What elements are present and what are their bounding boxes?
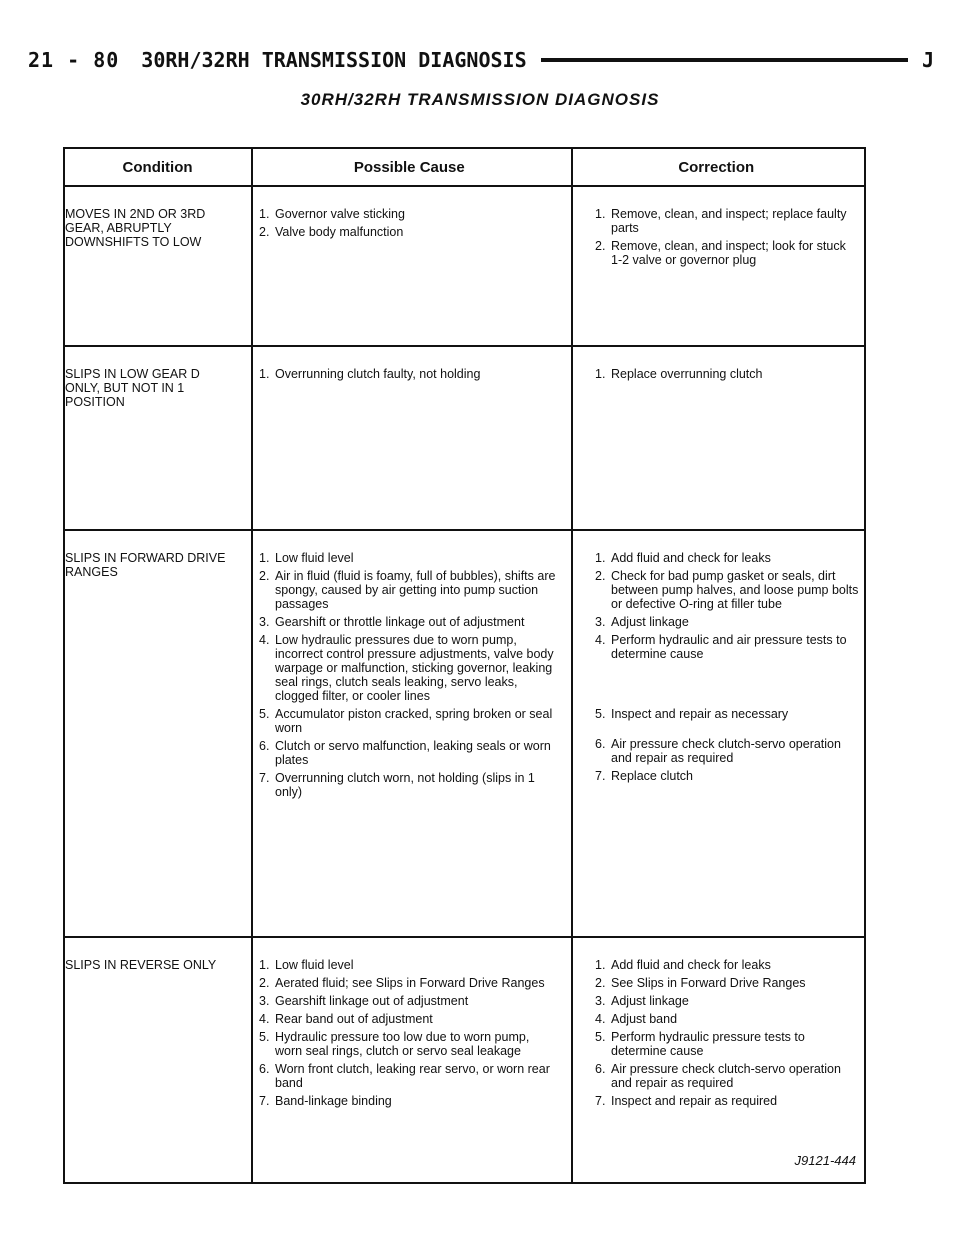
list-item: 6. Worn front clutch, leaking rear servo, or worn rear band xyxy=(259,1062,559,1090)
table-row xyxy=(65,345,864,531)
cause-text: Gearshift or throttle linkage out of adjustment xyxy=(275,615,525,629)
condition-cell xyxy=(65,367,237,409)
cause-text: Accumulator piston cracked, spring broken or seal worn xyxy=(275,707,553,735)
cause-text: Overrunning clutch faulty, not holding xyxy=(275,367,481,381)
list-item: 6. Clutch or servo malfunction, leaking seals or worn plates xyxy=(259,739,559,767)
cause-text: Low fluid level xyxy=(275,958,354,972)
correction-text: Adjust linkage xyxy=(611,615,689,629)
correction-text: Adjust linkage xyxy=(611,994,689,1008)
condition-cell xyxy=(65,207,237,249)
cause-text: Valve body malfunction xyxy=(275,225,404,239)
list-item: 5. Hydraulic pressure too low due to worn pump, worn seal rings, clutch or servo seal leakage xyxy=(259,1030,559,1058)
condition-text: SLIPS IN FORWARD DRIVE RANGES xyxy=(65,551,226,579)
section-mark: J xyxy=(921,48,934,72)
cause-text: Clutch or servo malfunction, leaking seals or worn plates xyxy=(275,739,551,767)
correction-text: Inspect and repair as necessary xyxy=(611,707,789,721)
cause-text: Band-linkage binding xyxy=(275,1094,392,1108)
correction-text: Air pressure check clutch-servo operation and repair as required xyxy=(611,1062,841,1090)
page-subtitle: 30RH/32RH TRANSMISSION DIAGNOSIS xyxy=(300,90,660,109)
list-item: 6. Air pressure check clutch-servo operation and repair as required xyxy=(595,737,860,765)
table-row xyxy=(65,187,864,345)
list-item: 1. Governor valve sticking xyxy=(259,207,559,221)
list-item: 1. Overrunning clutch faulty, not holding xyxy=(259,367,559,381)
cause-cell xyxy=(259,551,559,803)
list-item: 4. Low hydraulic pressures due to worn pump, incorrect control pressure adjustments, valve body warpage or malfunction, sticking governor, leaking seal rings, clutch seals leaking, servo leaks, clogged filter, or cooler lines xyxy=(259,633,559,703)
list-item: 1. Low fluid level xyxy=(259,958,559,972)
correction-text: Air pressure check clutch-servo operation and repair as required xyxy=(611,737,841,765)
list-item: 1. Add fluid and check for leaks xyxy=(595,958,860,972)
cause-text: Overrunning clutch worn, not holding (slips in 1 only) xyxy=(275,771,535,799)
correction-cell xyxy=(595,958,860,1112)
cause-cell xyxy=(259,207,559,243)
list-item: 2. See Slips in Forward Drive Ranges xyxy=(595,976,860,990)
header-rule xyxy=(541,58,908,62)
list-item: 2. Valve body malfunction xyxy=(259,225,559,239)
list-item: 5. Accumulator piston cracked, spring broken or seal worn xyxy=(259,707,559,735)
figure-id: J9121-444 xyxy=(794,1153,856,1168)
cause-text: Low hydraulic pressures due to worn pump, incorrect control pressure adjustments, valve body warpage or malfunction, sticking governor, leaking seal rings, clutch seals leaking, servo leaks, clogged filter, or cooler lines xyxy=(275,633,554,703)
cause-cell xyxy=(259,367,559,385)
cause-text: Low fluid level xyxy=(275,551,354,565)
list-item: 3. Gearshift or throttle linkage out of adjustment xyxy=(259,615,559,629)
correction-text: Replace clutch xyxy=(611,769,693,783)
cause-text: Air in fluid (fluid is foamy, full of bubbles), shifts are spongy, caused by air getting into pump suction passages xyxy=(275,569,556,611)
table-row xyxy=(65,529,864,938)
condition-cell xyxy=(65,551,237,579)
list-item: 5. Perform hydraulic pressure tests to determine cause xyxy=(595,1030,860,1058)
correction-text: Add fluid and check for leaks xyxy=(611,551,771,565)
list-item: 2. Aerated fluid; see Slips in Forward Drive Ranges xyxy=(259,976,559,990)
correction-text: Remove, clean, and inspect; replace faulty parts xyxy=(611,207,847,235)
cause-text: Worn front clutch, leaking rear servo, or worn rear band xyxy=(275,1062,550,1090)
correction-text: Perform hydraulic pressure tests to determine cause xyxy=(611,1030,805,1058)
list-item: 1. Remove, clean, and inspect; replace faulty parts xyxy=(595,207,860,235)
page-number: 21 - 80 xyxy=(28,48,120,72)
condition-text: SLIPS IN REVERSE ONLY xyxy=(65,958,217,972)
header-condition: Condition xyxy=(122,158,193,176)
list-item: 1. Low fluid level xyxy=(259,551,559,565)
correction-text: Replace overrunning clutch xyxy=(611,367,763,381)
cause-text: Hydraulic pressure too low due to worn pump, worn seal rings, clutch or servo seal leakage xyxy=(275,1030,530,1058)
list-item: 2. Remove, clean, and inspect; look for stuck 1-2 valve or governor plug xyxy=(595,239,860,267)
header-correction: Correction xyxy=(678,158,755,176)
correction-text: Check for bad pump gasket or seals, dirt between pump halves, and loose pump bolts or defective O-ring at filler tube xyxy=(611,569,859,611)
list-item: 5. Inspect and repair as necessary xyxy=(595,707,860,721)
list-item: 4. Perform hydraulic and air pressure tests to determine cause xyxy=(595,633,860,661)
page-header xyxy=(20,44,940,76)
cause-text: Gearshift linkage out of adjustment xyxy=(275,994,469,1008)
correction-text: Adjust band xyxy=(611,1012,678,1026)
table-row xyxy=(65,936,864,1184)
header-possible-cause: Possible Cause xyxy=(353,158,465,176)
list-item: 7. Overrunning clutch worn, not holding (slips in 1 only) xyxy=(259,771,559,799)
diagnosis-table xyxy=(63,147,866,1184)
correction-cell xyxy=(595,207,860,271)
condition-text: SLIPS IN LOW GEAR D ONLY, BUT NOT IN 1 POSITION xyxy=(65,367,200,409)
list-item: 7. Inspect and repair as required xyxy=(595,1094,860,1108)
list-item: 7. Replace clutch xyxy=(595,769,860,783)
list-item: 4. Adjust band xyxy=(595,1012,860,1026)
correction-cell xyxy=(595,367,860,385)
correction-text: Add fluid and check for leaks xyxy=(611,958,771,972)
list-item: 3. Gearshift linkage out of adjustment xyxy=(259,994,559,1008)
cause-cell xyxy=(259,958,559,1112)
list-item: 4. Rear band out of adjustment xyxy=(259,1012,559,1026)
correction-text: Perform hydraulic and air pressure tests to determine cause xyxy=(611,633,847,661)
condition-cell xyxy=(65,958,237,972)
correction-text: Remove, clean, and inspect; look for stuck 1-2 valve or governor plug xyxy=(611,239,846,267)
list-item: 2. Check for bad pump gasket or seals, dirt between pump halves, and loose pump bolts or defective O-ring at filler tube xyxy=(595,569,859,611)
table-header xyxy=(65,149,864,187)
list-item: 6. Air pressure check clutch-servo operation and repair as required xyxy=(595,1062,860,1090)
list-item: 3. Adjust linkage xyxy=(595,615,860,629)
section-title: 30RH/32RH TRANSMISSION DIAGNOSIS xyxy=(141,48,527,72)
cause-text: Aerated fluid; see Slips in Forward Drive Ranges xyxy=(275,976,545,990)
list-item: 3. Adjust linkage xyxy=(595,994,860,1008)
list-item: 1. Replace overrunning clutch xyxy=(595,367,860,381)
cause-text: Governor valve sticking xyxy=(275,207,405,221)
correction-cell xyxy=(595,551,860,787)
cause-text: Rear band out of adjustment xyxy=(275,1012,433,1026)
list-item: 1. Add fluid and check for leaks xyxy=(595,551,860,565)
list-item: 7. Band-linkage binding xyxy=(259,1094,559,1108)
condition-text: MOVES IN 2ND OR 3RD GEAR, ABRUPTLY DOWNSHIFTS TO LOW xyxy=(65,207,206,249)
list-item: 2. Air in fluid (fluid is foamy, full of bubbles), shifts are spongy, caused by air getting into pump suction passages xyxy=(259,569,559,611)
correction-text: See Slips in Forward Drive Ranges xyxy=(611,976,806,990)
correction-text: Inspect and repair as required xyxy=(611,1094,778,1108)
